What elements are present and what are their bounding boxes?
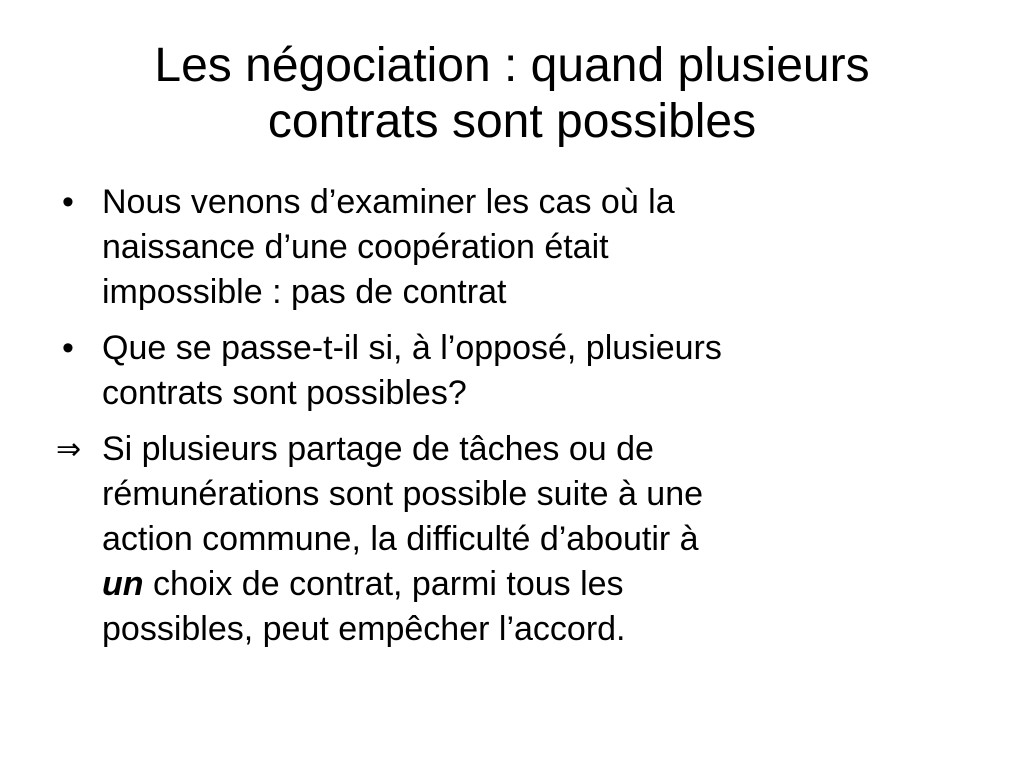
bullet-text-line: possibles, peut empêcher l’accord. — [102, 610, 626, 648]
bullet-list — [56, 180, 976, 663]
title-line-2: contrats sont possibles — [267, 95, 757, 148]
bullet-icon: • — [62, 183, 74, 221]
bullet-text-fragment: choix de contrat, parmi tous les — [143, 565, 624, 603]
slide-title — [40, 38, 984, 150]
list-item — [56, 427, 976, 652]
bullet-text-line: Que se passe-t-il si, à l’opposé, plusieurs — [102, 329, 722, 367]
bullet-text-line — [102, 562, 976, 607]
bullet-text-line: rémunérations sont possible suite à une — [102, 475, 704, 513]
bullet-text-line: Si plusieurs partage de tâches ou de — [102, 430, 654, 468]
bullet-text-line: Nous venons d’examiner les cas où la — [102, 183, 675, 221]
bullet-text-line: contrats sont possibles? — [102, 374, 467, 412]
bullet-text-line: naissance d’une coopération était — [102, 228, 609, 266]
bullet-text-line: action commune, la difficulté d’aboutir à — [102, 520, 699, 558]
emphasized-word: un — [102, 565, 144, 603]
list-item — [56, 180, 976, 315]
list-item — [56, 326, 976, 416]
title-line-1: Les négociation : quand plusieurs — [154, 39, 870, 92]
bullet-text-line: impossible : pas de contrat — [102, 273, 507, 311]
bullet-icon: • — [62, 329, 74, 367]
implies-arrow-icon: ⇒ — [56, 432, 82, 467]
